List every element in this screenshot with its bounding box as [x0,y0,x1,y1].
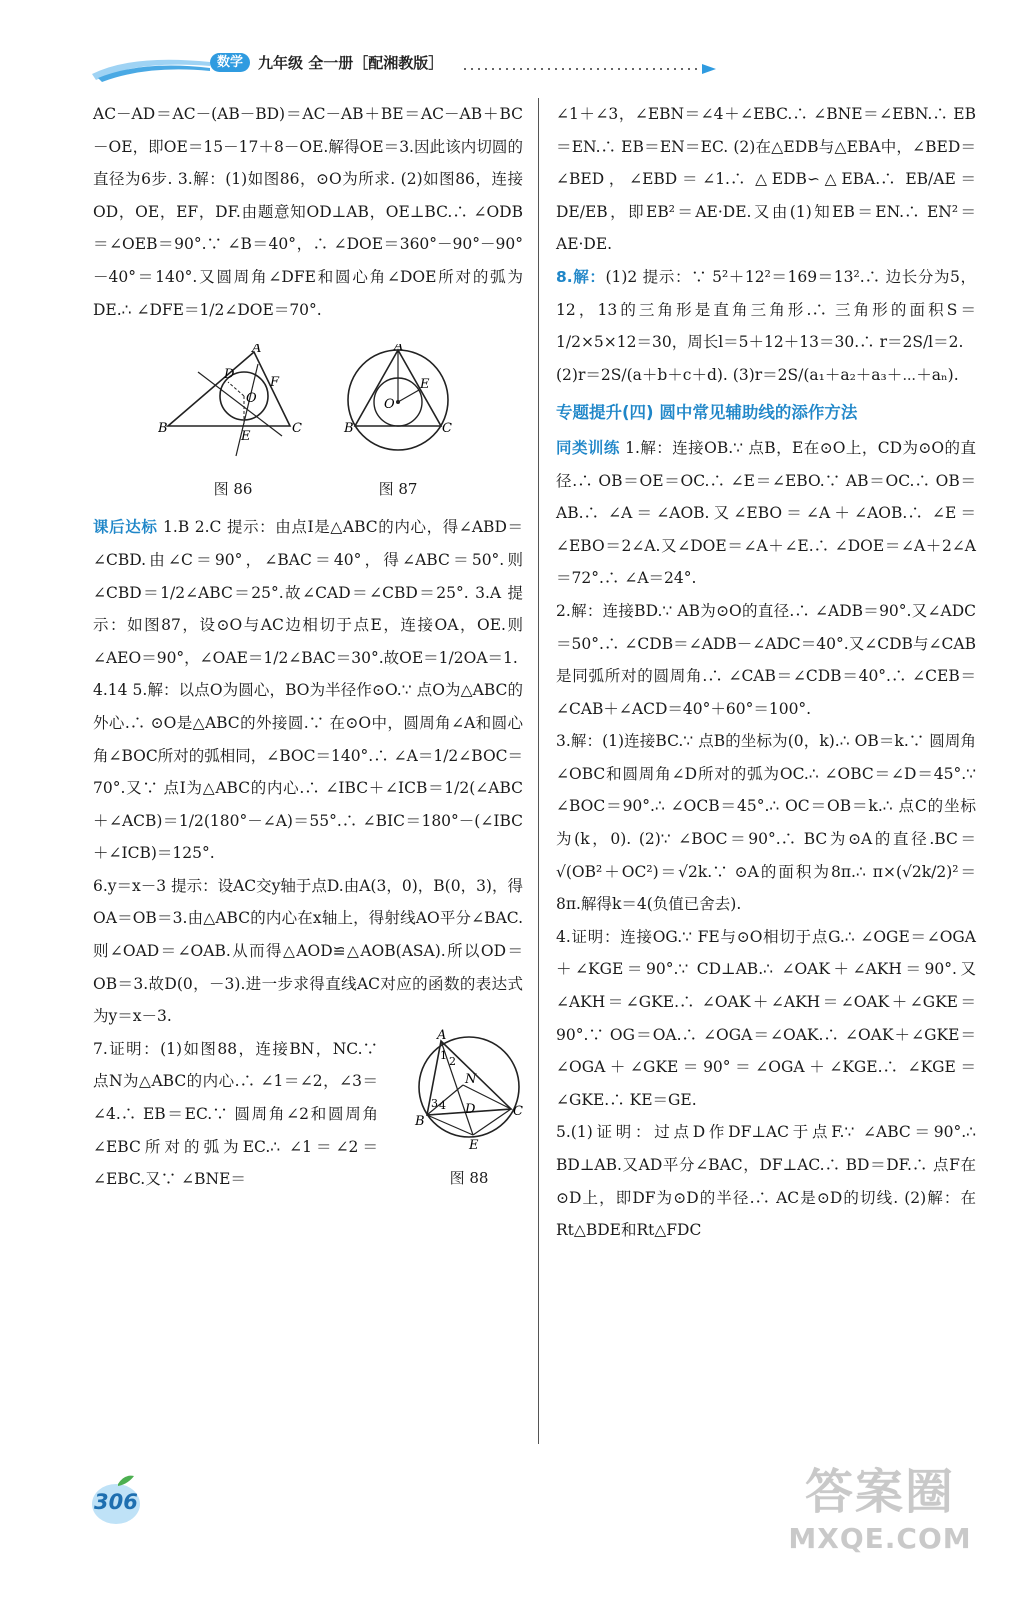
figure-88 [409,1029,529,1195]
answer-paragraph: ∠1＋∠3，∠EBN＝∠4＋∠EBC.∴ ∠BNE＝∠EBN.∴ EB＝EN.∴ EB＝EN＝EC. (2)在△EDB与△EBA中，∠BED＝∠BED，∠EBD＝∠1.∴ △EDB∽△EBA.∴ EB/AE＝DE/EB，即EB²＝AE·DE.又由(1)知EB＝EN.∴ EN²＝AE·DE. [556,105,976,254]
header-swoosh-decoration [92,52,212,82]
vertex-label: C [513,1103,523,1119]
answer-text: 1.B 2.C 提示：由点I是△ABC的内心，得∠ABD＝∠CBD.由∠C＝90°，∠BAC＝40°，得∠ABC＝50°.则∠CBD＝1/2∠ABC＝25°.故∠CAD＝∠CBD＝25°. 3.A 提示：如图87，设⊙O与AC边相切于点E，连接OA，OE.则∠AEO＝90°，∠OAE＝1/2∠BAC＝30°.故OE＝1/2OA＝1. [93,518,523,667]
figure-87 [338,344,458,505]
subject-badge: 数学 [210,53,250,72]
question-label: 8.解： [556,267,606,286]
circle-incenter-diagram [409,1029,529,1149]
section-title: 专题提升(四) 圆中常见辅助线的添作方法 [556,403,858,423]
point-label: D [465,1101,476,1117]
vertex-label: B [158,421,168,437]
left-column [93,98,523,1196]
point-label: E [469,1137,479,1149]
book-title: 九年级 全一册［配湘教版］ [258,54,444,72]
vertex-label: A [252,344,262,357]
point-label: E [241,429,251,445]
angle-label: 1 [440,1048,447,1062]
point-label: N [465,1071,477,1087]
column-divider [538,98,539,1444]
page-number-badge [88,1470,148,1530]
answer-text: 1.解：连接OB.∵ 点B，E在⊙O上，CD为⊙O的直径.∴ OB＝OE＝OC.∴ ∠E＝∠EBO.∵ AB＝OC.∴ OB＝AB.∴ ∠A＝∠AOB.又∠EBO＝∠A＋∠AOB.∴ ∠E＝∠EBO＝2∠A.又∠DOE＝∠A＋∠E.∴ ∠DOE＝∠A＋2∠A＝72°.∴ ∠A＝24°. [556,438,976,588]
site-watermark [760,1462,1000,1588]
center-label: O [384,397,395,413]
question-7-block [93,1028,523,1196]
answer-paragraph [93,511,523,674]
vertex-label: B [415,1113,425,1129]
vertex-label: B [344,421,354,437]
vertex-label: A [394,344,404,355]
vertex-label: C [292,421,302,437]
vertex-label: A [437,1028,447,1043]
point-label: F [270,375,280,391]
section-label: 同类训练 [556,438,620,457]
running-header [92,44,732,84]
angle-label: 2 [449,1054,456,1068]
answer-paragraph [556,432,976,595]
circle-inscribed-triangle-diagram [338,344,458,459]
point-label: D [224,367,235,383]
figure-caption: 图 87 [378,479,418,498]
answer-paragraph: 3.解：(1)连接BC.∵ 点B的坐标为(0，k).∴ OB＝k.∵ 圆周角∠OBC和圆周角∠D所对的弧为OC.∴ ∠OBC＝∠D＝45°.∵ ∠BOC＝90°.∴ ∠OCB＝45°.∴ OC＝OB＝k.∴ 点C的坐标为(k，0). (2)∵ ∠BOC＝90°.∴ BC为⊙A的直径.BC＝√(OB²＋OC²)＝√2k.∵ ⊙A的面积为8π.∴ π×(√2k/2)²＝8π.解得k＝4(负值已舍去). [556,732,976,914]
figure-caption: 图 88 [449,1169,489,1188]
answer-paragraph: 2.解：连接BD.∵ AB为⊙O的直径.∴ ∠ADB＝90°.又∠ADC＝50°.∴ ∠CDB＝∠ADB－∠ADC＝40°.又∠CDB与∠CAB是同弧所对的圆周角.∴ ∠CAB＝∠CDB＝40°.∴ ∠CEB＝∠CAB＋∠ACD＝40°＋60°＝100°. [556,601,976,718]
answer-paragraph: 5.(1)证明：过点D作DF⊥AC于点F.∵ ∠ABC＝90°.∴ BD⊥AB.又AD平分∠BAC，DF⊥AC.∴ BD＝DF.∴ 点F在⊙D上，即DF为⊙D的半径.∴ AC是⊙D的切线. (2)解：在Rt△BDE和Rt△FDC [556,1123,976,1240]
point-label: E [420,377,430,393]
answer-paragraph: 7.证明：(1)如图88，连接BN，NC.∵ 点N为△ABC的内心.∴ ∠1＝∠2，∠3＝∠4.∴ EB＝EC.∵ 圆周角∠2和圆周角∠EBC所对的弧为EC.∴ ∠1＝∠2＝∠EBC.又∵ ∠BNE＝ [93,1039,378,1189]
section-label: 课后达标 [93,518,158,537]
page-number: 306 [94,1490,138,1514]
dotted-arrow-decoration [464,62,724,76]
answer-text: (1)2 提示：∵ 5²＋12²＝169＝13².∴ 边长分为5，12，13的三角形是直角三角形.∴ 三角形的面积S＝1/2×5×12＝30，周长l＝5＋12＋13＝30.∴ r＝2S/l＝2. [556,267,976,352]
watermark-text: 答案圈 [804,1464,955,1520]
figure-86 [158,344,308,505]
angle-label: 4 [439,1098,446,1112]
answer-paragraph: 4.14 5.解：以点O为圆心，BO为半径作⊙O.∵ 点O为△ABC的外心.∴ ⊙O是△ABC的外接圆.∵ 在⊙O中，圆周角∠A和圆心角∠BOC所对的弧相同，∠BOC＝140°.∴ ∠A＝1/2∠BOC＝70°.又∵ 点I为△ABC的内心.∴ ∠IBC＋∠ICB＝1/2(∠ABC＋∠ACB)＝1/2(180°－∠A)＝55°.∴ ∠BIC＝180°－(∠IBC＋∠ICB)＝125°. [93,681,524,863]
answer-paragraph: AC－AD＝AC－(AB－BD)＝AC－AB＋BE＝AC－AB＋BC－OE，即OE＝15－17＋8－OE.解得OE＝3.因此该内切圆的直径为6步. 3.解：(1)如图86，⊙O为所求. (2)如图86，连接OD，OE，EF，DF.由题意知OD⊥AB，OE⊥BC.∴ ∠ODB＝∠OEB＝90°.∵ ∠B＝40°，∴ ∠DOE＝360°－90°－90°－40°＝140°.又圆周角∠DFE和圆心角∠DOE所对的弧为DE.∴ ∠DFE＝1/2∠DOE＝70°. [93,105,523,319]
answer-paragraph [556,261,976,359]
angle-label: 3 [431,1096,438,1110]
watermark-url: MXQE.COM [788,1522,972,1555]
figure-row [93,344,523,505]
right-column [556,98,976,1247]
center-label: O [246,391,257,407]
answer-paragraph: 4.证明：连接OG.∵ FE与⊙O相切于点G.∴ ∠OGE＝∠OGA＋∠KGE＝90°.∵ CD⊥AB.∴ ∠OAK＋∠AKH＝90°.又∠AKH＝∠GKE.∴ ∠OAK＋∠AKH＝∠OAK＋∠GKE＝90°.∵ OG＝OA.∴ ∠OGA＝∠OAK.∴ ∠OAK＋∠GKE＝∠OGA＋∠GKE＝90°＝∠OGA＋∠KGE.∴ ∠KGE＝∠GKE.∴ KE＝GE. [556,927,976,1109]
answer-paragraph: (2)r＝2S/(a＋b＋c＋d). (3)r＝2S/(a₁＋a₂＋a₃＋⋯＋aₙ). [556,365,959,384]
figure-caption: 图 86 [213,479,253,498]
answer-paragraph: 6.y＝x－3 提示：设AC交y轴于点D.由A(3，0)，B(0，3)，得OA＝OB＝3.由△ABC的内心在x轴上，得射线AO平分∠BAC.则∠OAD＝∠OAB.从而得△AOD≌△AOB(ASA).所以OD＝OB＝3.故D(0，－3).进一步求得直线AC对应的函数的表达式为y＝x－3. [93,876,523,1026]
vertex-label: C [442,421,452,437]
triangle-incircle-diagram [158,344,308,459]
